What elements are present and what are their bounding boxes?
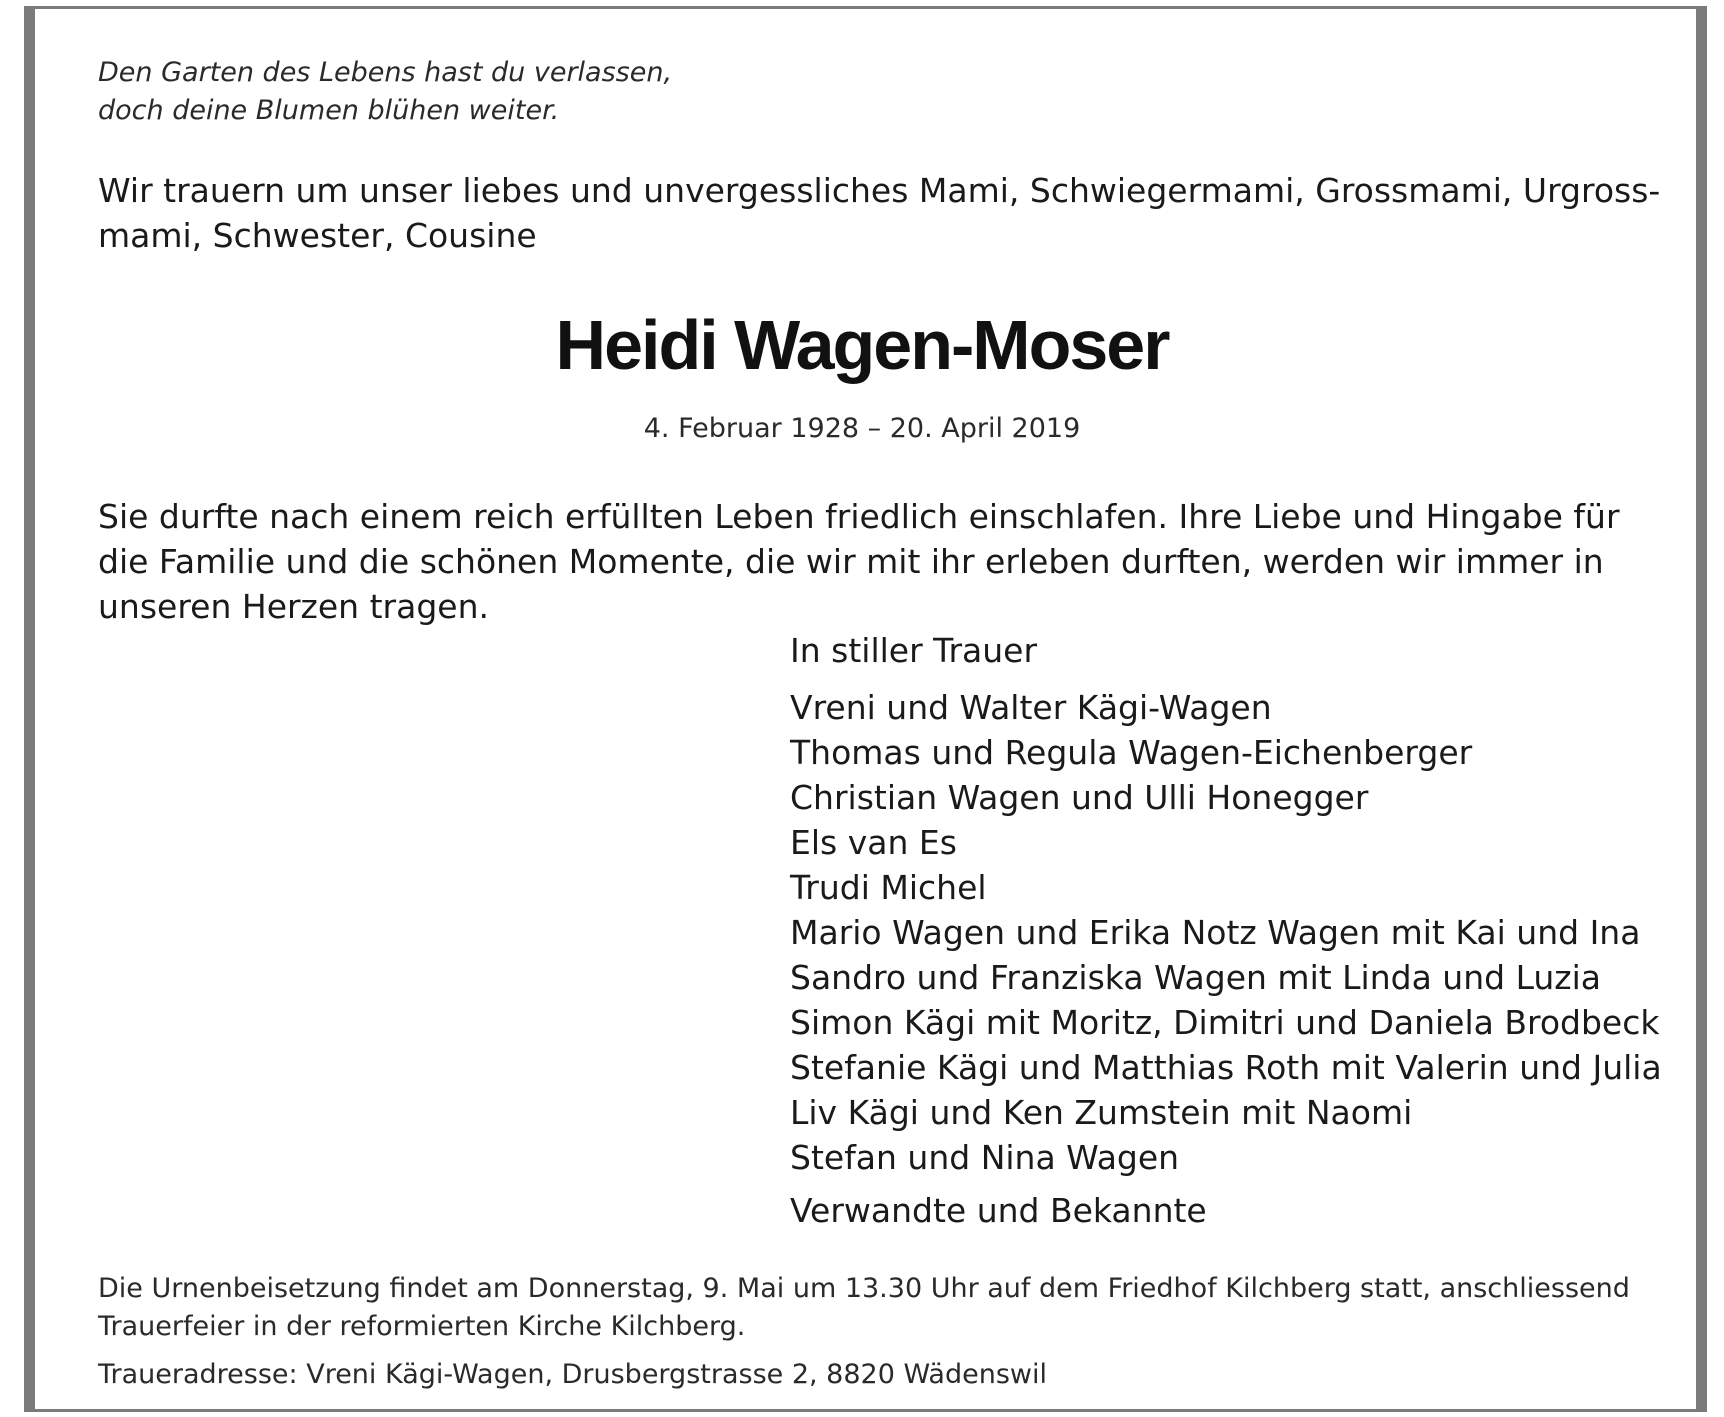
tribute-line: die Familie und die schönen Momente, die wir mit ihr erleben durften, werden wir immer in	[98, 542, 1604, 581]
funeral-notice	[98, 1270, 1630, 1346]
motto-line: Den Garten des Lebens hast du verlassen,	[98, 57, 673, 88]
notice-line: Die Urnenbeisetzung findet am Donnerstag, 9. Mai um 13.30 Uhr auf dem Friedhof Kilchberg statt, anschliessend	[98, 1273, 1630, 1304]
mourner-entry: Simon Kägi mit Moritz, Dimitri und Daniela Brodbeck	[790, 1003, 1660, 1042]
mourners-list	[790, 628, 1662, 1233]
mourners-footer: Verwandte und Bekannte	[790, 1191, 1207, 1230]
notice-line: Trauerfeier in der reformierten Kirche Kilchberg.	[98, 1311, 746, 1342]
motto-line: doch deine Blumen blühen weiter.	[98, 95, 560, 126]
mourner-entry: Sandro und Franziska Wagen mit Linda und Luzia	[790, 958, 1601, 997]
life-dates: 4. Februar 1928 – 20. April 2019	[643, 413, 1081, 444]
mourner-entry: Thomas und Regula Wagen-Eichenberger	[790, 733, 1473, 772]
mourner-entry: Stefanie Kägi und Matthias Roth mit Valerin und Julia	[790, 1048, 1662, 1087]
mourners-heading: In stiller Trauer	[790, 631, 1038, 670]
tribute-line: unseren Herzen tragen.	[98, 587, 489, 626]
mourner-entry: Mario Wagen und Erika Notz Wagen mit Kai und Ina	[790, 913, 1641, 952]
mourner-entry: Vreni und Walter Kägi-Wagen	[790, 688, 1272, 727]
intro-line: Wir trauern um unser liebes und unvergessliches Mami, Schwiegermami, Grossmami, Urgross-	[98, 171, 1661, 210]
tribute-text	[98, 494, 1678, 629]
deceased-name: Heidi Wagen-Moser	[555, 306, 1169, 384]
tribute-line: Sie durfte nach einem reich erfüllten Leben friedlich einschlafen. Ihre Liebe und Hingabe für	[98, 497, 1620, 536]
intro-text	[98, 168, 1661, 258]
mourning-address: Traueradresse: Vreni Kägi-Wagen, Drusbergstrasse 2, 8820 Wädenswil	[98, 1359, 1047, 1390]
mourner-entry: Liv Kägi und Ken Zumstein mit Naomi	[790, 1093, 1413, 1132]
mourner-entry: Els van Es	[790, 823, 957, 862]
motto-quote	[98, 54, 672, 130]
intro-line: mami, Schwester, Cousine	[98, 216, 537, 255]
mourner-entry: Trudi Michel	[790, 868, 987, 907]
mourner-entry: Stefan und Nina Wagen	[790, 1138, 1180, 1177]
mourner-entry: Christian Wagen und Ulli Honegger	[790, 778, 1369, 817]
